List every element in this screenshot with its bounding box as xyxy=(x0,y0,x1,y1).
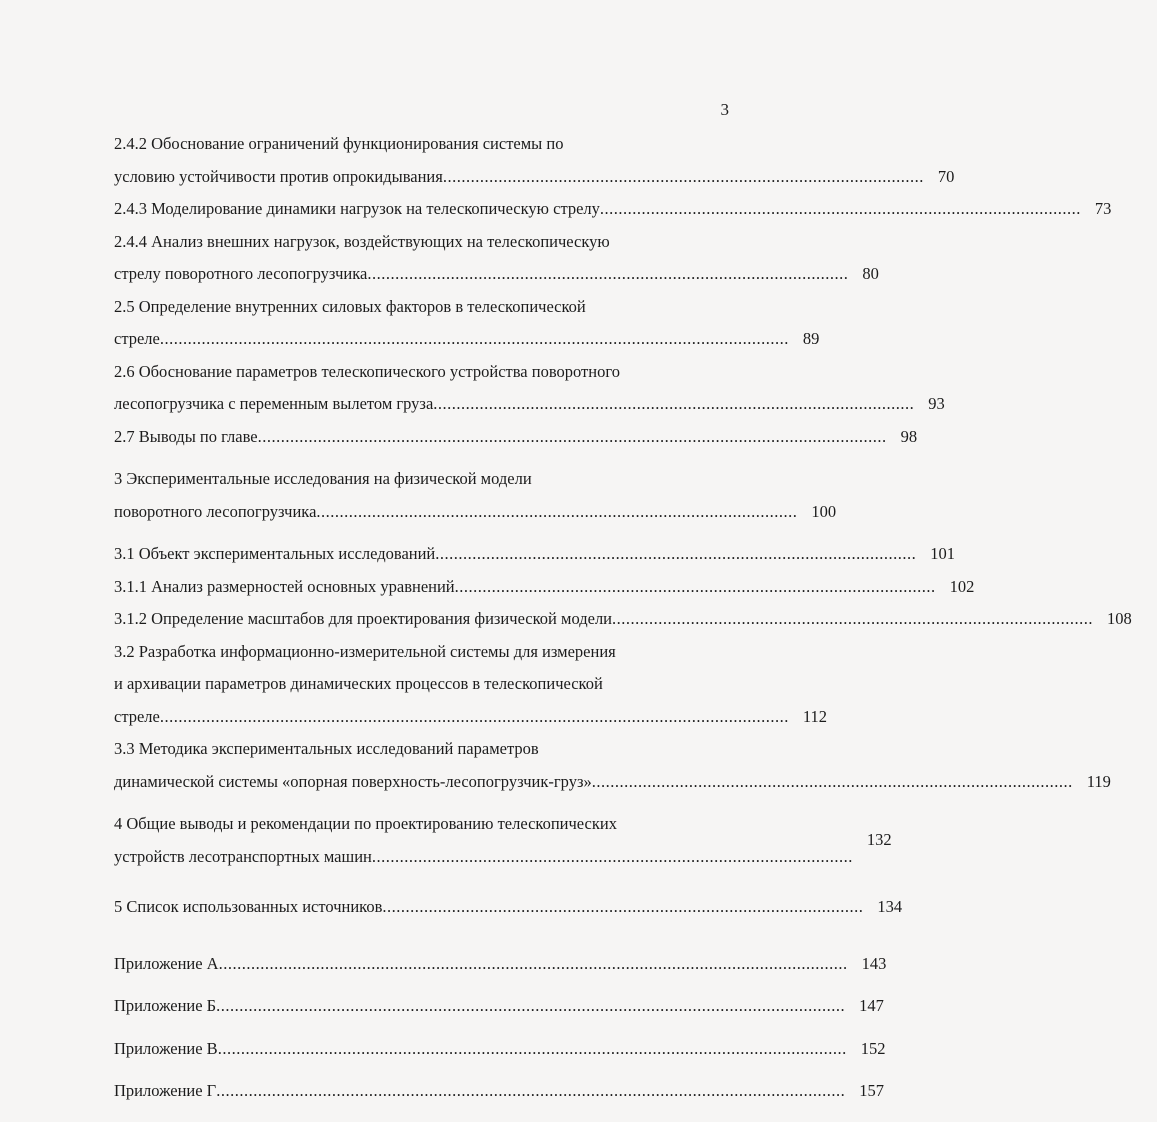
dot-leader: ........................................................................................................................................ xyxy=(217,1038,847,1058)
toc-entry-line: Приложение Б xyxy=(114,996,217,1015)
toc-entry xyxy=(114,603,1132,636)
toc-entry-line: 2.4.2 Обоснование ограничений функционирования системы по xyxy=(114,134,564,153)
toc-entry-line: стрелу поворотного лесопогрузчика xyxy=(114,264,368,283)
toc-entry xyxy=(114,808,892,873)
toc-page-number: 100 xyxy=(811,501,837,521)
toc-page-number: 102 xyxy=(949,576,975,596)
toc-page-number: 101 xyxy=(930,544,956,563)
toc-entry-line: Приложение А xyxy=(114,953,219,973)
toc-entry-line: 3.3 Методика экспериментальных исследований параметров xyxy=(114,739,539,758)
toc-page-number: 93 xyxy=(928,394,945,413)
toc-entry-line: 2.7 Выводы по главе xyxy=(114,426,258,446)
dot-leader: ........................................................................................................ xyxy=(382,897,864,916)
toc-entry-line: лесопогрузчика с переменным вылетом груза xyxy=(114,394,434,413)
dot-leader: ........................................................................................................ xyxy=(433,394,915,413)
toc-page-number: 147 xyxy=(859,996,884,1015)
dot-leader: ........................................................................................................ xyxy=(612,609,1094,628)
toc-entry xyxy=(114,1075,884,1108)
toc-page-number: 80 xyxy=(862,264,879,283)
dot-leader: ........................................................................................................................................ xyxy=(218,953,848,973)
toc-entry-line: 3.1.2 Определение масштабов для проектирования физической модели xyxy=(114,609,613,628)
dot-leader: ........................................................................................................................................ xyxy=(159,706,789,726)
toc-entry xyxy=(114,226,879,291)
table-of-contents xyxy=(114,128,1132,1108)
toc-entry-line: Приложение Г xyxy=(114,1081,217,1100)
toc-entry-line: стреле xyxy=(114,329,160,348)
toc-entry-line: устройств лесотранспортных машин xyxy=(114,846,372,866)
dot-leader: ........................................................................................................ xyxy=(367,264,849,283)
toc-entry xyxy=(114,356,945,421)
toc-entry-line: 3.2 Разработка информационно-измерительной системы для измерения xyxy=(114,641,616,661)
toc-entry xyxy=(114,733,1111,798)
toc-entry-line: стреле xyxy=(114,706,160,726)
toc-page-number: 143 xyxy=(861,953,887,973)
toc-entry-line: 2.4.3 Моделирование динамики нагрузок на телескопическую стрелу xyxy=(114,199,600,218)
dot-leader: ........................................................................................................ xyxy=(442,166,924,186)
toc-entry-line: поворотного лесопогрузчика xyxy=(114,501,317,521)
toc-entry xyxy=(114,891,903,924)
dot-leader: ........................................................................................................ xyxy=(371,846,853,866)
dot-leader: ........................................................................................................................................ xyxy=(216,1081,846,1100)
toc-page-number: 134 xyxy=(877,897,903,916)
toc-page-number: 152 xyxy=(860,1038,886,1058)
dot-leader: ........................................................................................................ xyxy=(599,199,1081,218)
toc-entry-line: 5 Список использованных источников xyxy=(114,897,383,916)
toc-page-number: 119 xyxy=(1086,771,1111,791)
toc-entry-line: 4 Общие выводы и рекомендации по проектированию телескопических xyxy=(114,814,617,833)
toc-entry xyxy=(114,128,955,193)
toc-page-number: 89 xyxy=(802,329,820,348)
dot-leader: ........................................................................................................ xyxy=(316,501,798,521)
toc-entry xyxy=(114,1033,886,1066)
toc-entry-line: 2.4.4 Анализ внешних нагрузок, воздействующих на телескопическую xyxy=(114,231,610,251)
toc-entry xyxy=(114,948,887,981)
page-number: 3 xyxy=(720,100,729,119)
toc-entry-line: Приложение В xyxy=(114,1038,218,1058)
toc-entry-line: 3.1 Объект экспериментальных исследований xyxy=(114,544,436,563)
toc-page-number: 108 xyxy=(1107,609,1132,628)
toc-entry-line: 3 Экспериментальные исследования на физической модели xyxy=(114,469,532,488)
dot-leader: ........................................................................................................ xyxy=(591,771,1073,791)
dot-leader: ........................................................................................................................................ xyxy=(257,426,887,446)
toc-entry xyxy=(114,571,975,604)
toc-entry-line: и архивации параметров динамических процессов в телескопической xyxy=(114,674,603,693)
dot-leader: ........................................................................................................ xyxy=(435,544,917,563)
toc-entry xyxy=(114,421,918,454)
toc-entry xyxy=(114,463,837,528)
toc-page-number: 98 xyxy=(900,426,918,446)
toc-page-number: 70 xyxy=(937,166,955,186)
toc-entry xyxy=(114,193,1112,226)
dot-leader: ........................................................................................................................................ xyxy=(216,996,846,1015)
toc-entry-line: условию устойчивости против опрокидывания xyxy=(114,166,443,186)
dot-leader: ........................................................................................................................................ xyxy=(159,329,789,348)
toc-page-number: 132 xyxy=(866,830,892,850)
toc-entry-line: 2.5 Определение внутренних силовых факторов в телескопической xyxy=(114,296,586,316)
toc-entry xyxy=(114,990,884,1023)
toc-entry xyxy=(114,538,956,571)
toc-page-number: 112 xyxy=(802,706,828,726)
toc-entry-line: 3.1.1 Анализ размерностей основных уравнений xyxy=(114,576,455,596)
dot-leader: ........................................................................................................ xyxy=(454,576,936,596)
toc-entry-line: 2.6 Обоснование параметров телескопического устройства поворотного xyxy=(114,361,620,381)
toc-entry xyxy=(114,291,820,356)
toc-page-number: 73 xyxy=(1094,199,1112,218)
toc-entry xyxy=(114,636,828,734)
toc-page-number: 157 xyxy=(859,1081,884,1100)
toc-entry-line: динамической системы «опорная поверхность-лесопогрузчик-груз» xyxy=(114,771,592,791)
